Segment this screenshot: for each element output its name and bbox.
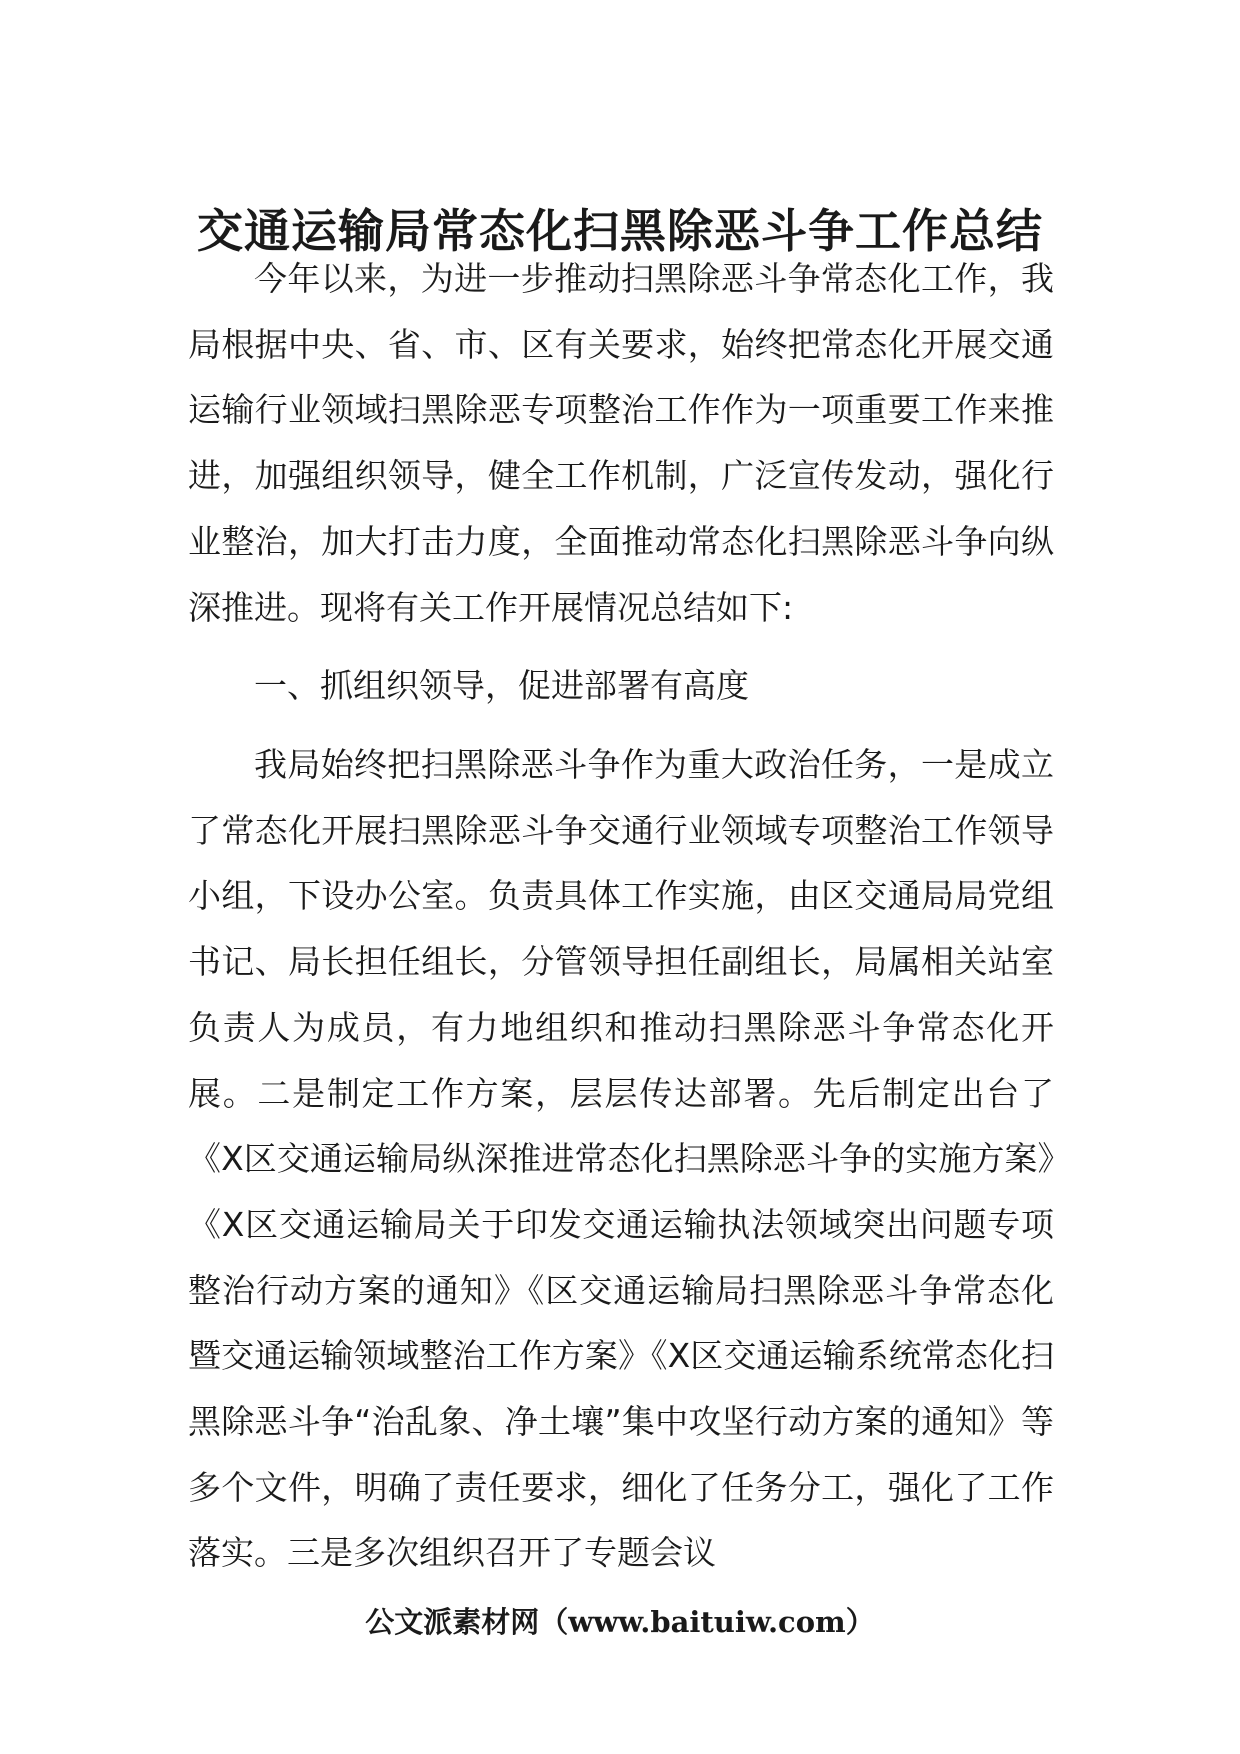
intro-paragraph: 今年以来，为进一步推动扫黑除恶斗争常态化工作，我局根据中央、省、市、区有关要求，始终把常态化开展交通运输行业领域扫黑除恶专项整治工作作为一项重要工作来推进，加强组织领导，健全工作机制，广泛宣传发动，强化行业整治，加大打击力度，全面推动常态化扫黑除恶斗争向纵深推进。现将有关工作开展情况总结如下: — [188, 259, 1054, 627]
section-paragraph: 我局始终把扫黑除恶斗争作为重大政治任务，一是成立了常态化开展扫黑除恶斗争交通行业领域专项整治工作领导小组，下设办公室。负责具体工作实施，由区交通局局党组书记、局长担任组长，分管领导担任副组长，局属相关站室负责人为成员，有力地组织和推动扫黑除恶斗争常态化开展。二是制定工作方案，层层传达部署。先后制定出台了《X区交通运输局纵深推进常态化扫黑除恶斗争的实施方案》《X区交通运输局关于印发交通运输执法领域突出问题专项整治行动方案的通知》《区交通运输局扫黑除恶斗争常态化暨交通运输领域整治工作方案》《X区交通运输系统常态化扫黑除恶斗争“治乱象、净土壤”集中攻坚行动方案的通知》等多个文件，明确了责任要求，细化了任务分工，强化了工作落实。三是多次组织召开了专题会议 — [188, 745, 1054, 1573]
footer-watermark: 公文派素材网（www.baituiw.com） — [365, 1605, 875, 1639]
section-heading: 一、抓组织领导，促进部署有高度 — [254, 666, 749, 705]
document-title: 交通运输局常态化扫黑除恶斗争工作总结 — [197, 203, 1043, 258]
